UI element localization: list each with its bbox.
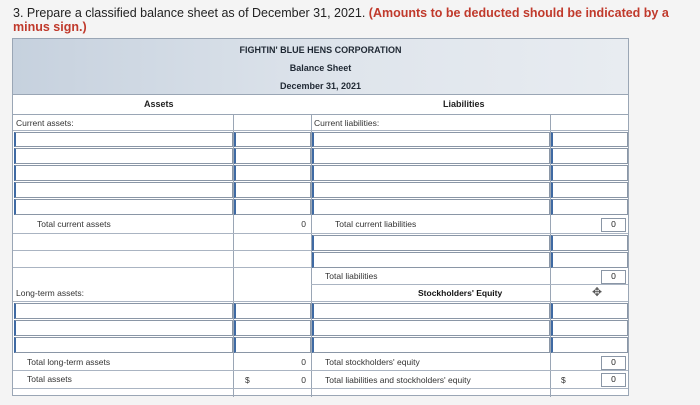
total-current-assets-row: [13, 216, 311, 234]
current-liability-1-name[interactable]: [312, 132, 550, 147]
current-asset-1-amount[interactable]: [234, 132, 311, 147]
total-current-assets-value: 0: [301, 219, 306, 229]
total-stockholders-equity-label: Total stockholders' equity: [325, 357, 420, 367]
current-liability-4-name[interactable]: [312, 182, 550, 198]
noncurrent-liability-1-name[interactable]: [312, 235, 550, 251]
current-liability-1-amount[interactable]: [551, 132, 628, 147]
current-assets-row: [13, 115, 311, 131]
current-liabilities-label: Current liabilities:: [314, 118, 380, 128]
total-liabilities-and-equity-value: 0: [601, 373, 626, 387]
long-term-assets-label: Long-term assets:: [16, 288, 85, 298]
liabilities-heading: Liabilities: [443, 99, 485, 109]
total-stockholders-equity-row: [311, 354, 628, 371]
equity-3-amount[interactable]: [551, 337, 628, 353]
current-asset-5-name[interactable]: [14, 199, 233, 215]
stockholders-equity-heading: Stockholders' Equity: [418, 288, 503, 298]
statement-date: December 31, 2021: [279, 81, 362, 91]
long-term-asset-3-name[interactable]: [14, 337, 233, 353]
assets-heading: Assets: [144, 99, 174, 109]
total-assets-dollar: $: [245, 375, 250, 385]
current-asset-4-name[interactable]: [14, 182, 233, 198]
equity-2-amount[interactable]: [551, 320, 628, 336]
question-note: (Amounts to be deducted should be indicated by a minus sign.): [13, 6, 669, 34]
statement-title: Balance Sheet: [289, 63, 352, 73]
blank-row-left-1: [13, 234, 311, 251]
total-liabilities-row: [311, 268, 628, 285]
total-stockholders-equity-value: 0: [601, 356, 626, 370]
current-liability-4-amount[interactable]: [551, 182, 628, 198]
question-prompt: 3. Prepare a classified balance sheet as of December 31, 2021.: [13, 6, 366, 20]
question-text: [13, 6, 700, 34]
total-assets-label: Total assets: [27, 374, 72, 384]
total-assets-row: [13, 371, 311, 389]
current-liability-5-amount[interactable]: [551, 199, 628, 215]
company-name: FIGHTIN' BLUE HENS CORPORATION: [239, 45, 402, 55]
total-liabilities-value: 0: [601, 270, 626, 284]
total-liabilities-and-equity-dollar: $: [561, 375, 566, 385]
current-asset-2-name[interactable]: [14, 148, 233, 164]
current-assets-label: Current assets:: [16, 118, 74, 128]
current-asset-1-name[interactable]: [14, 132, 233, 147]
current-liability-5-name[interactable]: [312, 199, 550, 215]
statement-header: [13, 39, 628, 95]
total-liabilities-and-equity-label: Total liabilities and stockholders' equity: [325, 375, 471, 385]
long-term-asset-1-amount[interactable]: [234, 303, 311, 319]
noncurrent-liability-2-amount[interactable]: [551, 252, 628, 268]
long-term-assets-row: [13, 285, 311, 302]
equity-1-amount[interactable]: [551, 303, 628, 319]
total-current-liabilities-row: [311, 216, 628, 234]
current-asset-3-name[interactable]: [14, 165, 233, 181]
noncurrent-liability-1-amount[interactable]: [551, 235, 628, 251]
balance-sheet-table: [12, 38, 629, 396]
long-term-asset-3-amount[interactable]: [234, 337, 311, 353]
total-liabilities-and-equity-row: [311, 371, 628, 389]
total-current-liabilities-value: 0: [601, 218, 626, 232]
column-headers: [13, 95, 628, 115]
current-liability-2-amount[interactable]: [551, 148, 628, 164]
equity-2-name[interactable]: [312, 320, 550, 336]
total-current-assets-label: Total current assets: [37, 219, 111, 229]
blank-row-left-2: [13, 251, 311, 268]
total-long-term-assets-label: Total long-term assets: [27, 357, 111, 367]
long-term-asset-2-amount[interactable]: [234, 320, 311, 336]
stockholders-equity-row: [311, 285, 628, 302]
current-liability-3-name[interactable]: [312, 165, 550, 181]
current-asset-2-amount[interactable]: [234, 148, 311, 164]
current-liability-3-amount[interactable]: [551, 165, 628, 181]
current-liabilities-row: [311, 115, 628, 131]
move-cursor-icon: ✥: [592, 285, 603, 299]
noncurrent-liability-2-name[interactable]: [312, 252, 550, 268]
total-liabilities-label: Total liabilities: [325, 271, 378, 281]
total-long-term-assets-row: [13, 354, 311, 371]
current-asset-4-amount[interactable]: [234, 182, 311, 198]
equity-1-name[interactable]: [312, 303, 550, 319]
current-asset-5-amount[interactable]: [234, 199, 311, 215]
equity-3-name[interactable]: [312, 337, 550, 353]
total-long-term-assets-value: 0: [301, 357, 306, 367]
total-current-liabilities-label: Total current liabilities: [335, 219, 417, 229]
current-asset-3-amount[interactable]: [234, 165, 311, 181]
long-term-asset-1-name[interactable]: [14, 303, 233, 319]
long-term-asset-2-name[interactable]: [14, 320, 233, 336]
current-liability-2-name[interactable]: [312, 148, 550, 164]
total-assets-value: 0: [301, 375, 306, 385]
